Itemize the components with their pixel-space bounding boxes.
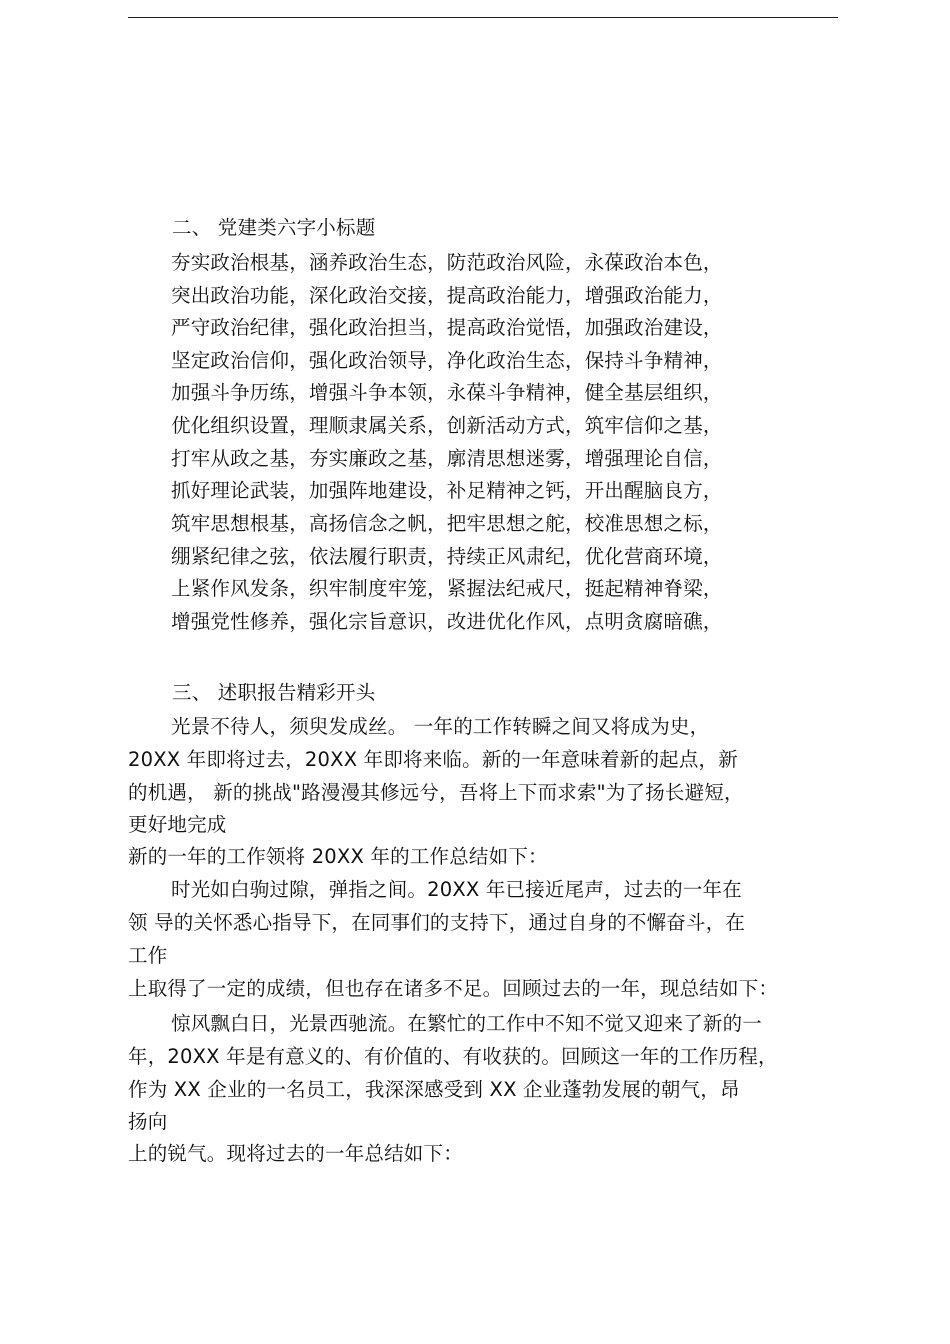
phrase-line: 筑牢思想根基，高扬信念之帆，把牢思想之舵，校准思想之标， bbox=[171, 512, 723, 535]
paragraph-line: 时光如白驹过隙，弹指之间。20XX 年已接近尾声，过去的一年在 bbox=[171, 878, 742, 901]
section3-heading: 三、 述职报告精彩开头 bbox=[172, 681, 376, 704]
paragraph-line: 作为 XX 企业的一名员工，我深深感受到 XX 企业蓬勃发展的朝气，昂 bbox=[128, 1078, 740, 1101]
phrase-line: 优化组织设置，理顺隶属关系，创新活动方式，筑牢信仰之基， bbox=[171, 414, 723, 437]
phrase-line: 夯实政治根基，涵养政治生态，防范政治风险，永葆政治本色， bbox=[171, 251, 723, 274]
phrase-line: 抓好理论武装，加强阵地建设，补足精神之钙，开出醒脑良方， bbox=[171, 479, 723, 502]
paragraph-line: 更好地完成 bbox=[128, 813, 227, 836]
paragraph-line: 新的一年的工作领将 20XX 年的工作总结如下： bbox=[128, 845, 548, 868]
paragraph-line: 领 导的关怀悉心指导下，在同事们的支持下，通过自身的不懈奋斗，在 bbox=[128, 911, 746, 934]
phrase-line: 坚定政治信仰，强化政治领导，净化政治生态，保持斗争精神， bbox=[171, 349, 723, 372]
phrase-line: 绷紧纪律之弦，依法履行职责，持续正风肃纪，优化营商环境， bbox=[171, 545, 723, 568]
paragraph-line: 光景不待人，须臾发成丝。 一年的工作转瞬之间又将成为史， bbox=[171, 715, 710, 738]
phrase-line: 严守政治纪律，强化政治担当，提高政治觉悟，加强政治建设， bbox=[171, 316, 723, 339]
paragraph-line: 上的锐气。现将过去的一年总结如下： bbox=[128, 1142, 463, 1165]
paragraph-line: 年，20XX 年是有意义的、有价值的、有收获的。回顾这一年的工作历程， bbox=[128, 1045, 778, 1068]
paragraph-line: 上取得了一定的成绩，但也存在诸多不足。回顾过去的一年，现总结如下： bbox=[128, 977, 779, 1000]
phrase-line: 打牢从政之基，夯实廉政之基，廓清思想迷雾，增强理论自信， bbox=[171, 447, 723, 470]
paragraph-line: 工作 bbox=[128, 944, 168, 967]
phrase-line: 突出政治功能，深化政治交接，提高政治能力，增强政治能力， bbox=[171, 284, 723, 307]
phrase-line: 增强党性修养，强化宗旨意识，改进优化作风，点明贪腐暗礁， bbox=[171, 610, 723, 633]
phrase-line: 加强斗争历练，增强斗争本领，永葆斗争精神，健全基层组织， bbox=[171, 381, 723, 404]
paragraph-line: 扬向 bbox=[128, 1110, 168, 1133]
paragraph-line: 20XX 年即将过去，20XX 年即将来临。新的一年意味着新的起点，新 bbox=[128, 748, 738, 771]
paragraph-line: 惊风飘白日，光景西驰流。在繁忙的工作中不知不觉又迎来了新的一 bbox=[171, 1012, 763, 1035]
paragraph-line: 的机遇， 新的挑战"路漫漫其修远兮，吾将上下而求索"为了扬长避短， bbox=[128, 781, 744, 804]
header-rule bbox=[128, 17, 838, 18]
phrase-line: 上紧作风发条，织牢制度牢笼，紧握法纪戒尺，挺起精神脊梁， bbox=[171, 577, 723, 600]
section2-heading: 二、 党建类六字小标题 bbox=[172, 216, 376, 239]
